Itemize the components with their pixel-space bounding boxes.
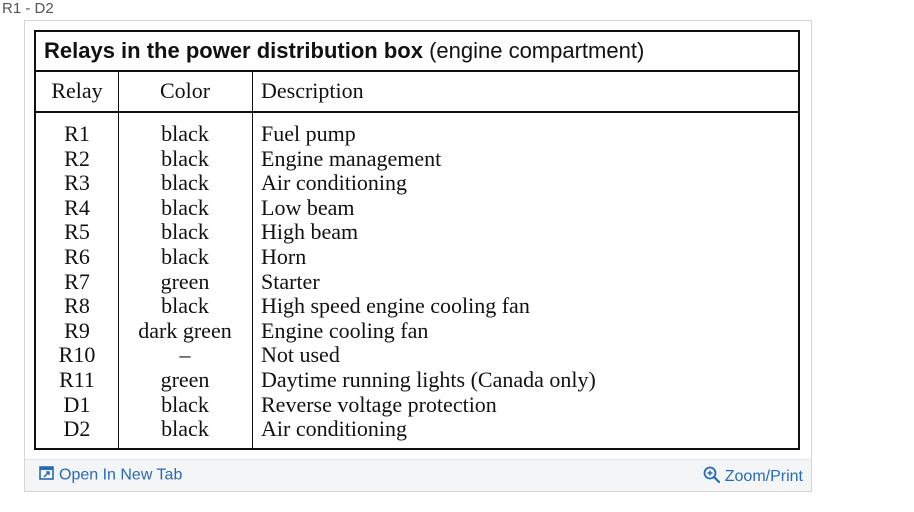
header-relay: Relay [51,78,103,103]
open-in-new-tab-icon [39,466,54,485]
header-description: Description [261,78,364,103]
table-row [36,220,798,245]
table-row [36,171,798,196]
relay-cell: R8 [64,293,90,319]
table-title [36,32,798,72]
color-cell: black [161,416,209,442]
description-cell: Reverse voltage protection [261,391,497,417]
table-body [36,122,798,442]
color-cell: green [160,366,210,392]
relay-cell: R4 [64,194,90,220]
table-row [36,319,798,344]
table-row [36,417,798,442]
description-cell: Horn [261,243,307,269]
table-row [36,368,798,393]
relay-cell: R3 [64,170,90,196]
header-color: Color [159,78,211,103]
relay-cell: R10 [58,342,96,368]
table-row [36,294,798,319]
table-title-bold: Relays in the power distribution box [44,38,423,63]
relay-table [34,30,800,450]
zoom-icon [703,466,720,488]
table-row [36,270,798,295]
color-cell: black [161,145,209,171]
description-cell: Air conditioning [261,416,408,442]
table-row [36,245,798,270]
image-footer [25,459,811,491]
relay-cell: D2 [63,416,91,442]
relay-table-image [25,21,811,459]
relay-cell: R7 [64,268,90,294]
image-caption: R1 - D2 [2,0,54,17]
table-row [36,122,798,147]
table-row [36,196,798,221]
color-cell: black [161,194,209,220]
table-row [36,343,798,368]
description-cell: Not used [261,342,340,368]
description-cell: Air conditioning [261,170,408,196]
relay-cell: R11 [59,366,95,392]
description-cell: Starter [261,268,320,294]
color-cell: black [161,170,209,196]
zoom-print-label: Zoom/Print [724,468,803,486]
color-cell: – [179,342,191,368]
relay-cell: R1 [64,121,90,146]
description-cell: High beam [261,219,359,245]
description-cell: High speed engine cooling fan [261,293,530,319]
relay-cell: R2 [64,145,90,171]
zoom-print-link[interactable] [703,466,803,488]
color-cell: black [161,121,209,146]
description-cell: Low beam [261,194,355,220]
table-row [36,393,798,418]
color-cell: black [161,243,209,269]
color-cell: black [161,293,209,319]
table-title-rest: (engine compartment) [429,38,645,63]
description-cell: Engine cooling fan [261,317,429,343]
relay-cell: D1 [63,391,91,417]
description-cell: Daytime running lights (Canada only) [261,366,596,392]
open-in-new-tab-label: Open In New Tab [59,466,183,484]
color-cell: dark green [138,317,232,343]
image-card [24,20,812,492]
description-cell: Fuel pump [261,121,356,146]
relay-cell: R6 [64,243,90,269]
color-cell: black [161,219,209,245]
table-row [36,147,798,172]
color-cell: black [161,391,209,417]
relay-cell: R5 [64,219,90,245]
relay-cell: R9 [64,317,90,343]
description-cell: Engine management [261,145,442,171]
color-cell: green [160,268,210,294]
open-in-new-tab-link[interactable] [39,466,182,485]
